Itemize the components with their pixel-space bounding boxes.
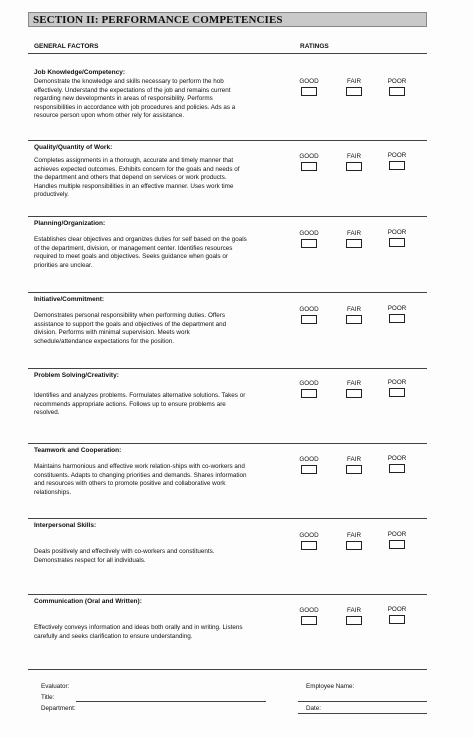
- ratings-header: RATINGS: [300, 43, 329, 50]
- block-divider: [28, 594, 427, 595]
- rating-good: [294, 306, 324, 324]
- rating-fair: [339, 456, 369, 474]
- factor-block-teamwork: [28, 443, 427, 519]
- table-header: [28, 42, 427, 54]
- rating-poor-checkbox[interactable]: [389, 161, 405, 170]
- section-title: SECTION II: PERFORMANCE COMPETENCIES: [33, 14, 283, 26]
- section-header-bar: [28, 12, 427, 27]
- rating-fair-label: FAIR: [347, 230, 361, 237]
- rating-fair-checkbox[interactable]: [346, 162, 362, 171]
- rating-poor-label: POOR: [387, 305, 407, 312]
- rating-good-label: GOOD: [299, 456, 319, 463]
- rating-poor-label: POOR: [387, 606, 407, 613]
- factor-block-communication: [28, 594, 427, 670]
- factor-description: Effectively conveys information and ideas both orally and in writing. Listens carefully and seeks clarification to ensure understanding.: [34, 624, 243, 640]
- rating-poor-checkbox[interactable]: [389, 464, 405, 473]
- block-divider: [28, 216, 427, 217]
- rating-fair-label: FAIR: [347, 532, 361, 539]
- rating-poor-checkbox[interactable]: [389, 314, 405, 323]
- rating-fair-checkbox[interactable]: [346, 87, 362, 96]
- factor-title: Job Knowledge/Competency:: [34, 69, 126, 76]
- rating-poor-label: POOR: [387, 531, 407, 538]
- rating-fair: [339, 380, 369, 398]
- rating-good-checkbox[interactable]: [301, 541, 317, 550]
- factor-block-interpersonal-skills: [28, 518, 427, 594]
- rating-good-checkbox[interactable]: [301, 315, 317, 324]
- factor-block-planning-organization: [28, 216, 427, 292]
- rating-good: [294, 153, 324, 171]
- rating-fair: [339, 607, 369, 625]
- factor-block-job-knowledge: [28, 66, 427, 142]
- rating-fair-label: FAIR: [347, 380, 361, 387]
- factor-description: Identifies and analyzes problems. Formulates alternative solutions. Takes or recommends appropriate actions. Follows up to ensure problems are resolved.: [34, 392, 246, 416]
- factor-description: Completes assignments in a thorough, accurate and timely manner that achieves expected outcomes. Exhibits concern for the goals and needs of the department and others that depend on services or work products. Handles multiple responsibilities in an effective manner. Uses work time productively.: [34, 157, 240, 198]
- general-factors-header: GENERAL FACTORS: [34, 43, 99, 50]
- rating-fair: [339, 153, 369, 171]
- factor-description: Demonstrates personal responsibility when performing duties. Offers assistance to support the goals and objectives of the department and division. Performs with minimal supervision. Meets work schedule/attendance expectations for the position.: [34, 312, 227, 345]
- rating-good-checkbox[interactable]: [301, 239, 317, 248]
- rating-good-label: GOOD: [299, 230, 319, 237]
- employee-name-label: Employee Name:: [306, 683, 355, 690]
- rating-poor: [382, 229, 412, 247]
- rating-fair-label: FAIR: [347, 306, 361, 313]
- rating-good-label: GOOD: [299, 380, 319, 387]
- rating-good: [294, 607, 324, 625]
- rating-good-checkbox[interactable]: [301, 389, 317, 398]
- rating-poor: [382, 152, 412, 170]
- rating-good: [294, 380, 324, 398]
- rating-fair: [339, 532, 369, 550]
- factor-title: Communication (Oral and Written):: [34, 598, 142, 605]
- rating-fair-label: FAIR: [347, 607, 361, 614]
- rating-fair-checkbox[interactable]: [346, 389, 362, 398]
- rating-poor: [382, 455, 412, 473]
- rating-fair-checkbox[interactable]: [346, 616, 362, 625]
- signature-footer: [28, 680, 427, 720]
- factor-description: Maintains harmonious and effective work relation-ships with co-workers and constituents. Adapts to changing priorities and demands. Shares information and resources with others to promote positive and collaborative work relationships.: [34, 463, 247, 496]
- factor-title: Teamwork and Cooperation:: [34, 447, 122, 454]
- factor-title: Initiative/Commitment:: [34, 296, 105, 303]
- rating-good-label: GOOD: [299, 306, 319, 313]
- rating-poor: [382, 531, 412, 549]
- factor-title: Interpersonal Skills:: [34, 522, 97, 529]
- evaluator-signature-line[interactable]: [76, 701, 266, 702]
- rating-good: [294, 456, 324, 474]
- rating-good: [294, 78, 324, 96]
- rating-good-label: GOOD: [299, 153, 319, 160]
- factor-description: Establishes clear objectives and organizes duties for self based on the goals of the department, division, or management center. Identifies resources required to meet goals and objectives. Seeks guidance when goals or priorities are unclear.: [34, 236, 247, 269]
- rating-fair-label: FAIR: [347, 456, 361, 463]
- rating-poor-checkbox[interactable]: [389, 388, 405, 397]
- rating-fair: [339, 78, 369, 96]
- rating-fair-checkbox[interactable]: [346, 541, 362, 550]
- header-divider: [28, 53, 427, 54]
- rating-poor: [382, 305, 412, 323]
- rating-good-checkbox[interactable]: [301, 162, 317, 171]
- rating-poor: [382, 379, 412, 397]
- title-label: Title:: [41, 694, 55, 701]
- factor-block-quality-quantity: [28, 140, 427, 216]
- rating-good-label: GOOD: [299, 78, 319, 85]
- rating-fair-checkbox[interactable]: [346, 315, 362, 324]
- rating-poor: [382, 78, 412, 96]
- block-divider: [28, 140, 427, 141]
- rating-good-checkbox[interactable]: [301, 465, 317, 474]
- rating-fair: [339, 230, 369, 248]
- rating-poor-label: POOR: [387, 229, 407, 236]
- rating-fair-label: FAIR: [347, 78, 361, 85]
- date-line[interactable]: [298, 713, 427, 714]
- factor-description: Deals positively and effectively with co-workers and constituents. Demonstrates respect for all individuals.: [34, 548, 215, 564]
- block-divider: [28, 368, 427, 369]
- rating-fair: [339, 306, 369, 324]
- rating-poor-label: POOR: [387, 78, 407, 85]
- employee-name-line[interactable]: [298, 701, 427, 702]
- rating-poor-label: POOR: [387, 379, 407, 386]
- block-divider: [28, 443, 427, 444]
- rating-poor-label: POOR: [387, 455, 407, 462]
- evaluator-label: Evaluator:: [41, 683, 70, 690]
- rating-poor-checkbox[interactable]: [389, 615, 405, 624]
- department-label: Department:: [41, 705, 76, 712]
- block-divider-bottom: [28, 669, 427, 670]
- factor-title: Planning/Organization:: [34, 220, 106, 227]
- rating-poor-checkbox[interactable]: [389, 87, 405, 96]
- date-label: Date:: [306, 705, 322, 712]
- rating-good: [294, 230, 324, 248]
- rating-good-label: GOOD: [299, 532, 319, 539]
- block-divider: [28, 518, 427, 519]
- rating-poor-checkbox[interactable]: [389, 238, 405, 247]
- rating-fair-label: FAIR: [347, 153, 361, 160]
- factor-description: Demonstrate the knowledge and skills necessary to perform the hob effectively. Understand the expectations of the job and remains current regarding new developments in areas of responsibility. Performs responsibilities in accordance with job procedures and policies. Ads as a resource person upon whom other rely for assistance.: [34, 78, 236, 119]
- rating-good: [294, 532, 324, 550]
- rating-good-label: GOOD: [299, 607, 319, 614]
- factor-title: Quality/Quantity of Work:: [34, 144, 113, 151]
- rating-fair-checkbox[interactable]: [346, 465, 362, 474]
- rating-fair-checkbox[interactable]: [346, 239, 362, 248]
- block-divider: [28, 292, 427, 293]
- factor-block-problem-solving: [28, 368, 427, 444]
- factor-block-initiative-commitment: [28, 292, 427, 368]
- factor-title: Problem Solving/Creativity:: [34, 372, 119, 379]
- rating-poor-label: POOR: [387, 152, 407, 159]
- rating-poor-checkbox[interactable]: [389, 540, 405, 549]
- rating-poor: [382, 606, 412, 624]
- rating-good-checkbox[interactable]: [301, 87, 317, 96]
- rating-good-checkbox[interactable]: [301, 616, 317, 625]
